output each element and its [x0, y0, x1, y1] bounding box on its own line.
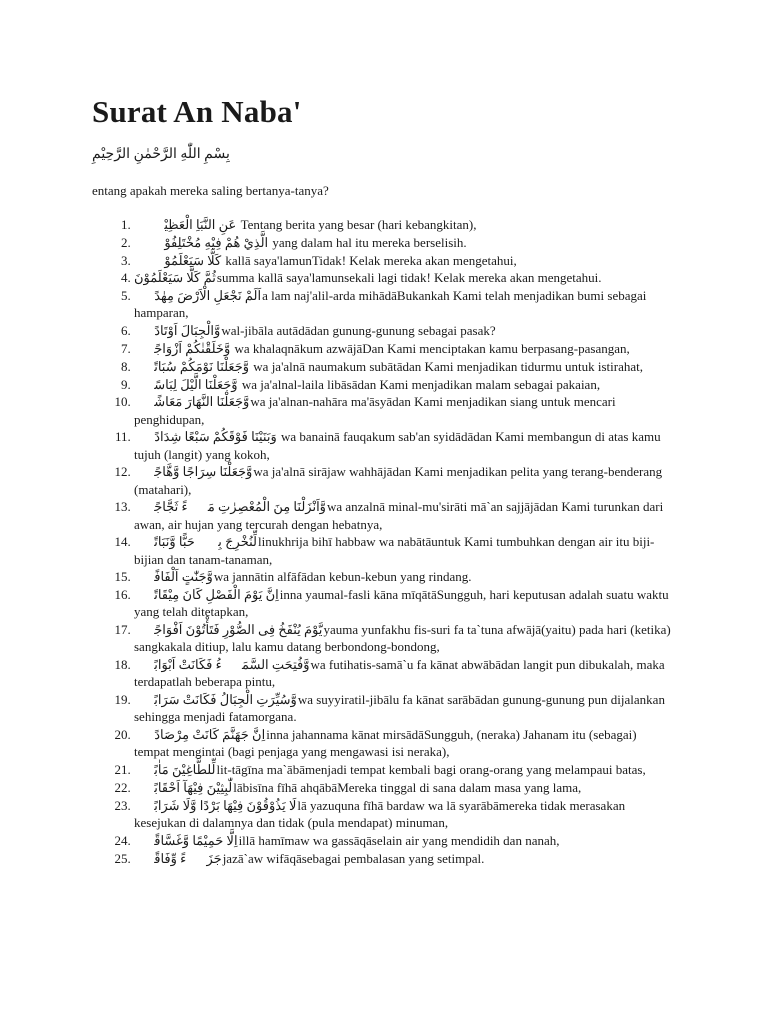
verse-translation: summa kallā saya'lamunsekali lagi tidak! Kelak mereka akan mengetahui.	[216, 270, 602, 286]
verse-arabic: ثُمَّ كَلَّا سَيَعْلَمُوْنَ	[134, 270, 216, 286]
verse-item	[134, 498, 672, 532]
verse-translation: yauma yunfakhu fis-suri fa ta`tuna afwājā(yaitu) pada hari (ketika) sangkakala ditiup, lalu kamu datang berbondong-bondong,	[134, 622, 671, 655]
verse-item	[134, 252, 672, 269]
verse-arabic: اِنَّ يَوْمَ الْفَصْلِ كَانَ مِيْقَاتًاۙ	[134, 587, 279, 603]
verse-item	[134, 340, 672, 357]
verse-list	[92, 216, 672, 867]
verse-item	[134, 463, 672, 497]
verse-translation: jazā`aw wifāqāsebagai pembalasan yang setimpal.	[222, 850, 485, 866]
verse-translation: wa khalaqnākum azwājāDan Kami menciptakan kamu berpasang-pasangan,	[231, 340, 630, 356]
verse-translation: wa ja'alnal-laila libāsādan Kami menjadikan malam sebagai pakaian,	[238, 376, 601, 392]
verse-arabic: عَنِ النَّبَاِ الْعَظِيْمِۙ	[134, 217, 237, 232]
verse-translation: lā yazuquna fīhā bardaw wa lā syarābāmereka tidak merasakan kesejukan di dalamnya dan tidak (pula mendapat) minuman,	[134, 797, 626, 830]
verse-item	[134, 376, 672, 393]
verse-item	[134, 779, 672, 796]
verse-translation: wa futihatis-samā`u fa kānat abwābādan langit pun dibukalah, maka terdapatlah beberapa pintu,	[134, 657, 665, 690]
verse-item	[134, 656, 672, 690]
verse-item	[134, 761, 672, 778]
verse-arabic: وَّالْجِبَالَ اَوْتَادًاۖ	[134, 323, 221, 339]
verse-arabic: الَّذِيْ هُمْ فِيْهِ مُخْتَلِفُوْنَۗ	[134, 234, 269, 250]
verse-translation: linukhrija bihī habbaw wa nabātāuntuk Kami tumbuhkan dengan air itu biji-bijian dan tanam-tanaman,	[134, 534, 655, 567]
page-title: Surat An Naba'	[92, 94, 302, 129]
verse-translation: illā hamīmaw wa gassāqāselain air yang mendidih dan nanah,	[238, 832, 560, 848]
verse-arabic: اَلَمْ نَجْعَلِ الْاَرْضَ مِهٰدًاۙ	[134, 288, 262, 304]
verse-item	[134, 533, 672, 567]
verse-arabic: اِلَّا حَمِيْمًا وَّغَسَّاقًاۙ	[134, 832, 238, 848]
verse-translation: Tentang berita yang besar (hari kebangkitan),	[237, 217, 477, 232]
verse-arabic: وَّجَعَلْنَا نَوْمَكُمْ سُبَاتًاۙ	[134, 358, 250, 374]
verse-item	[134, 691, 672, 725]
verse-item	[134, 797, 672, 831]
verse-item	[134, 393, 672, 427]
verse-translation: wa ja'alnā naumakum subātādan Kami menjadikan tidurmu untuk istirahat,	[250, 358, 643, 374]
verse-item	[134, 621, 672, 655]
verse-translation: wa ja'alnā sirājaw wahhājādan Kami menjadikan pelita yang terang-benderang (matahari),	[134, 464, 663, 497]
verse-arabic: وَّجَعَلْنَا النَّهَارَ مَعَاشًاۚ	[134, 394, 250, 410]
verse-arabic: لِّنُخْرِجَ بِهٖ حَبًّا وَّنَبَاتًاۙ	[134, 534, 257, 550]
verse-item	[134, 216, 672, 233]
verse-item	[134, 269, 672, 286]
verse-translation: wa ja'alnan-nahāra ma'āsyādan Kami menjadikan siang untuk mencari penghidupan,	[134, 394, 616, 427]
verse-translation: wal-jibāla autādādan gunung-gunung sebagai pasak?	[221, 323, 496, 339]
verse-arabic: وَّخَلَقْنٰكُمْ اَزْوَاجًاۙ	[134, 340, 231, 356]
verse-arabic: لّٰبِثِيْنَ فِيْهَآ اَحْقَابًاۚ	[134, 779, 233, 795]
verse-item	[134, 234, 672, 251]
verse-translation: kallā saya'lamunTidak! Kelak mereka akan mengetahui,	[222, 252, 517, 268]
verse-item	[134, 832, 672, 849]
verse-arabic: وَّجَعَلْنَا الَّيْلَ لِبَاسًاۙ	[134, 376, 238, 392]
verse-translation: wa anzalnā minal-mu'sirāti mā`an sajjājādan Kami turunkan dari awan, air hujan yang tercurah dengan hebatnya,	[134, 499, 664, 532]
verse-item	[134, 850, 672, 867]
verse-arabic: لَا يَذُوْقُوْنَ فِيْهَا بَرْدًا وَّلَا شَرَابًاۙ	[134, 797, 297, 813]
verse-translation: yang dalam hal itu mereka berselisih.	[269, 234, 467, 250]
verse-arabic: يَّوْمَ يُنْفَخُ فِى الصُّوْرِ فَتَأْتُوْنَ اَفْوَاجًاۙ	[134, 622, 323, 638]
verse-arabic: كَلَّا سَيَعْلَمُوْنَۙ	[134, 252, 222, 268]
verse-item	[134, 358, 672, 375]
verse-translation: lābisīna fīhā ahqābāMereka tinggal di sana dalam masa yang lama,	[233, 779, 582, 795]
verse-arabic: وَّجَنّٰتٍ اَلْفَافًاۗ	[134, 569, 213, 585]
verse-translation: inna yaumal-fasli kāna mīqātāSungguh, hari keputusan adalah suatu waktu yang telah ditetapkan,	[134, 587, 669, 620]
basmala-text: بِسْمِ اللّٰهِ الرَّحْمٰنِ الرَّحِيْمِ	[92, 147, 230, 162]
verse-arabic: لِّلطَّاغِيْنَ مَاٰبًاۙ	[134, 762, 216, 778]
verse-item	[134, 287, 672, 321]
verse-translation: lit-tāgīna ma`ābāmenjadi tempat kembali bagi orang-orang yang melampaui batas,	[216, 762, 646, 778]
verse-arabic: وَّاَنْزَلْنَا مِنَ الْمُعْصِرٰتِ مَاۤءً ثَجَّاجًاۙ	[134, 499, 326, 515]
verse-arabic: اِنَّ جَهَنَّمَ كَانَتْ مِرْصَادًاۙ	[134, 727, 266, 743]
verse-arabic: وَّجَعَلْنَا سِرَاجًا وَّهَّاجًاۖ	[134, 464, 253, 480]
verse-item	[134, 428, 672, 462]
verse-arabic: وَّفُتِحَتِ السَّمَاۤءُ فَكَانَتْ اَبْوَابًاۙ	[134, 657, 310, 673]
verse-translation: a lam naj'alil-arda mihādāBukankah Kami telah menjadikan bumi sebagai hamparan,	[134, 288, 647, 321]
verse-translation: wa suyyiratil-jibālu fa kānat sarābādan gunung-gunung pun dijalankan sehingga menjadi fatamorgana.	[134, 692, 665, 725]
verse-translation: wa jannātin alfāfādan kebun-kebun yang rindang.	[213, 569, 472, 585]
verse-item	[134, 726, 672, 760]
verse-translation: wa banainā fauqakum sab'an syidādādan Kami membangun di atas kamu tujuh (langit) yang kokoh,	[134, 429, 661, 462]
verse-item	[134, 568, 672, 585]
verse-arabic: وَّسُيِّرَتِ الْجِبَالُ فَكَانَتْ سَرَابًاۗ	[134, 692, 297, 708]
verse-item	[134, 322, 672, 339]
verse-arabic: وَبَنَيْنَا فَوْقَكُمْ سَبْعًا شِدَادًاۙ	[134, 429, 277, 445]
verse-item	[134, 586, 672, 620]
verse-translation: inna jahannama kānat mirsādāSungguh, (neraka) Jahanam itu (sebagai) tempat mengintai (bagi penjaga yang mengawasi isi neraka),	[134, 727, 637, 760]
verse-arabic: جَزَاۤءً وِّفَاقًاۗ	[134, 850, 222, 866]
intro-text: entang apakah mereka saling bertanya-tanya?	[92, 183, 329, 198]
